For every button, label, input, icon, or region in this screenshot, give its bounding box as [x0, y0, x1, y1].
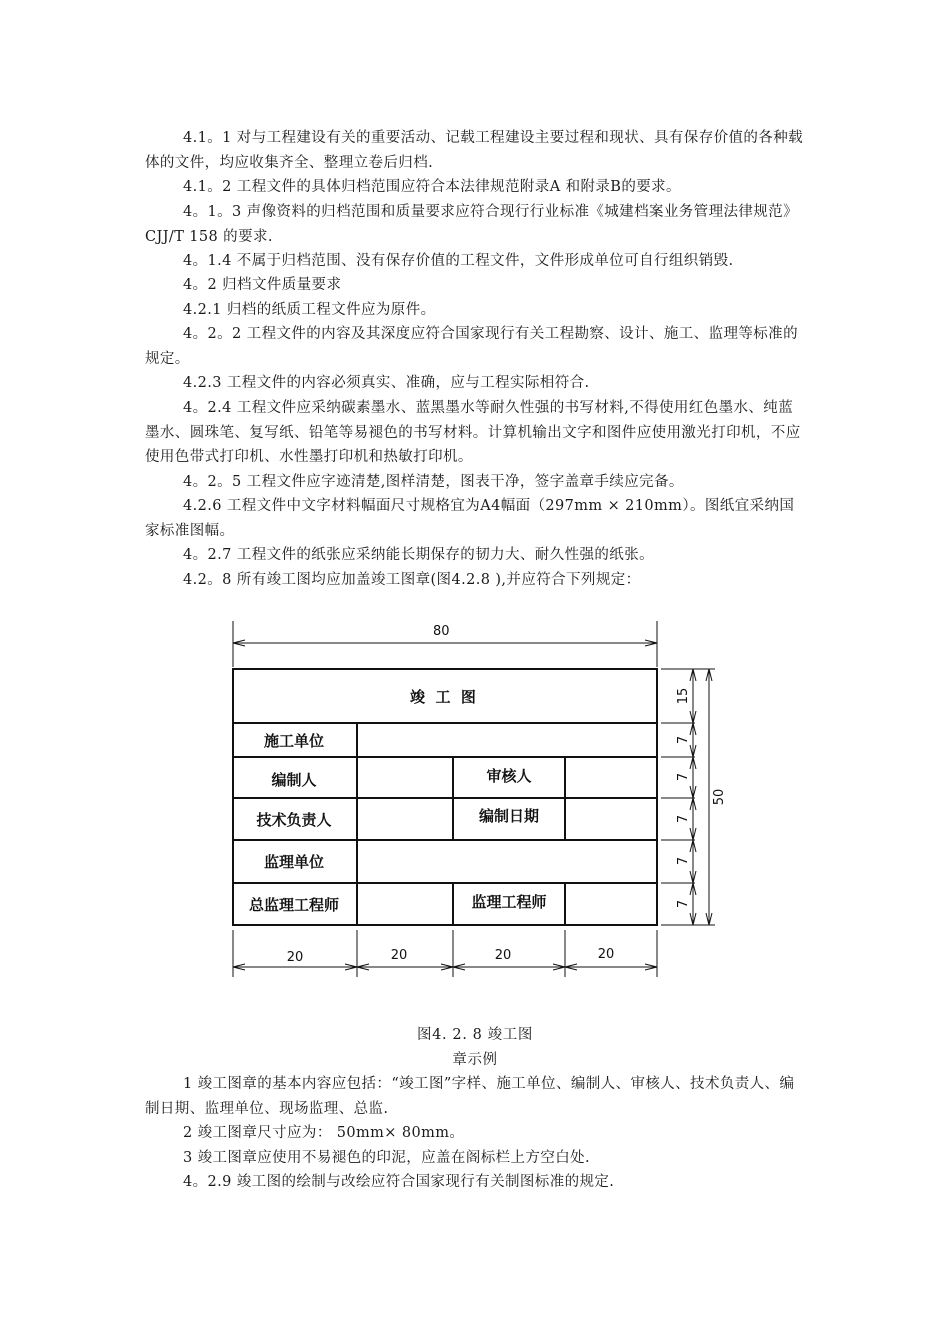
paragraph-4-2-1: 4.2.1 归档的纸质工程文件应为原件。	[183, 302, 436, 318]
paragraph-4-1-4: 4。1.4 不属于归档范围、没有保存价值的工程文件，文件形成单位可自行组织销毁.	[183, 253, 734, 269]
column-width-label-1: 20	[286, 950, 304, 965]
column-width-label-3: 20	[494, 948, 512, 963]
right-dimension-lines	[661, 669, 715, 925]
label-supervisor: 监理工程师	[471, 893, 547, 911]
row-height-label-2: 7	[676, 772, 691, 782]
label-chief-supervisor: 总监理工程师	[248, 896, 340, 914]
paragraph-4-2-7: 4。2.7 工程文件的纸张应采纳能长期保存的韧力大、耐久性强的纸张。	[183, 547, 654, 563]
paragraph-4-2-8: 4.2。8 所有竣工图均应加盖竣工图章(图4.2.8 ),并应符合下列规定：	[183, 572, 641, 588]
column-width-label-2: 20	[390, 948, 408, 963]
paragraph-4-2-2: 4。2。2 工程文件的内容及其深度应符合国家现行有关工程勘察、设计、施工、监理等标准的规定。	[145, 326, 798, 367]
paragraph-4-2-5: 4。2。5 工程文件应字迹清楚,图样清楚，图表干净，签字盖章手续应完备。	[183, 474, 684, 490]
stamp-grid	[233, 669, 657, 925]
note-3: 3 竣工图章应使用不易褪色的印泥，应盖在阁标栏上方空白处.	[183, 1150, 591, 1166]
label-technical-lead: 技术负责人	[256, 811, 332, 829]
label-compile-date: 编制日期	[478, 807, 540, 825]
figure-caption: 图4. 2. 8 竣工图	[417, 1027, 533, 1043]
total-height-label: 50	[712, 788, 727, 806]
label-supervision-unit: 监理单位	[263, 853, 325, 871]
label-construction-unit: 施工单位	[263, 732, 325, 750]
label-reviewer: 审核人	[486, 767, 532, 785]
title-row-height-label: 15	[676, 687, 691, 705]
paragraph-4-2-9: 4。2.9 竣工图的绘制与改绘应符合国家现行有关制图标准的规定.	[183, 1174, 615, 1190]
paragraph-4-2-4: 4。2.4 工程文件应采纳碳素墨水、蓝黑墨水等耐久性强的书写材料,不得使用红色墨水、纯蓝墨水、圆珠笔、复写纸、铅笔等易褪色的书写材料。计算机输出文字和图件应使用激光打印机，不应使用色带式打印机、水性墨打印机和热敏打印机。	[145, 400, 801, 465]
completion-stamp-figure	[225, 605, 735, 995]
paragraph-4-1-3: 4。1。3 声像资料的归档范围和质量要求应符合现行行业标准《城建档案业务管理法律规范》CJJ/T 158 的要求.	[145, 204, 798, 245]
column-width-label-4: 20	[597, 947, 615, 962]
stamp-title: 竣 工 图	[410, 688, 476, 706]
row-height-label-1: 7	[676, 735, 691, 745]
row-height-label-5: 7	[676, 899, 691, 909]
note-1: 1 竣工图章的基本内容应包括：“竣工图”字样、施工单位、编制人、审核人、技术负责人、编制日期、监理单位、现场监理、总监.	[145, 1076, 795, 1117]
section-heading-4-2: 4。2 归档文件质量要求	[183, 277, 342, 293]
row-height-label-4: 7	[676, 856, 691, 866]
figure-caption-continued: 章示例	[452, 1052, 498, 1068]
paragraph-4-1-1: 4.1。1 对与工程建设有关的重要活动、记载工程建设主要过程和现状、具有保存价值的各种载体的文件，均应收集齐全、整理立卷后归档.	[145, 130, 803, 171]
row-height-label-3: 7	[676, 814, 691, 824]
label-compiler: 编制人	[271, 771, 317, 789]
paragraph-4-1-2: 4.1。2 工程文件的具体归档范围应符合本法律规范附录A 和附录B的要求。	[183, 179, 681, 195]
completion-stamp-drawing	[225, 605, 735, 995]
paragraph-4-2-3: 4.2.3 工程文件的内容必须真实、准确，应与工程实际相符合.	[183, 375, 590, 391]
total-width-label: 80	[433, 624, 450, 639]
note-2: 2 竣工图章尺寸应为： 50mm× 80mm。	[183, 1125, 465, 1141]
paragraph-4-2-6: 4.2.6 工程文件中文字材料幅面尺寸规格宜为A4幅面（297mm × 210mm）。图纸宜采纳国家标准图幅。	[145, 498, 795, 539]
